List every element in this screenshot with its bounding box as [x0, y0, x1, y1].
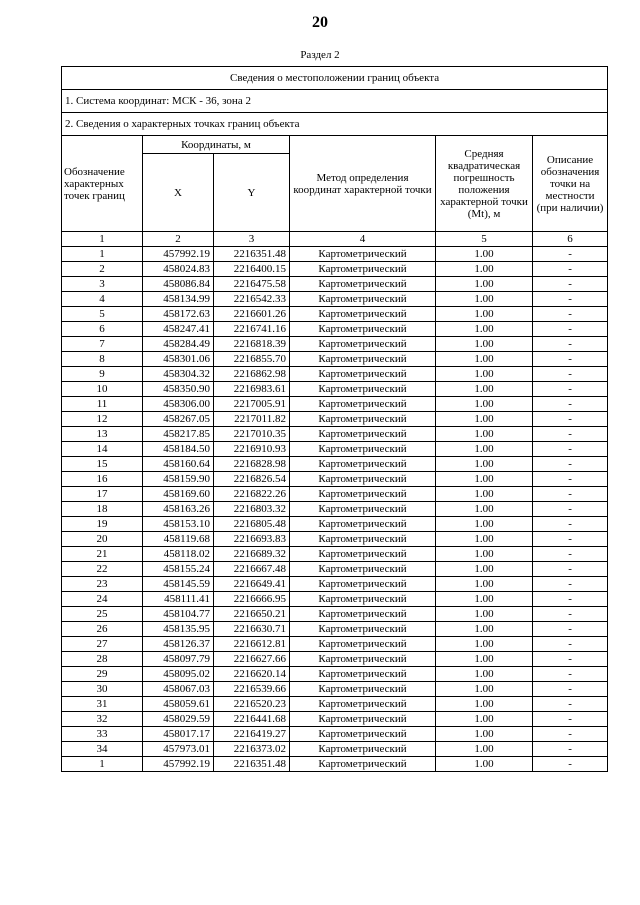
- coord-y: 2216910.93: [214, 442, 290, 457]
- coord-y: 2216539.66: [214, 682, 290, 697]
- col-number: 3: [214, 232, 290, 247]
- coord-y: 2216620.14: [214, 667, 290, 682]
- accuracy: 1.00: [436, 712, 533, 727]
- description: -: [533, 292, 608, 307]
- coord-y: 2216419.27: [214, 727, 290, 742]
- coord-y: 2216803.32: [214, 502, 290, 517]
- accuracy: 1.00: [436, 307, 533, 322]
- method: Картометрический: [290, 637, 436, 652]
- point-number: 4: [62, 292, 143, 307]
- method: Картометрический: [290, 562, 436, 577]
- method: Картометрический: [290, 247, 436, 262]
- table-row: [62, 637, 608, 652]
- coord-y: 2216822.26: [214, 487, 290, 502]
- header-designation: Обозначение характерных точек границ: [62, 136, 143, 232]
- description: -: [533, 667, 608, 682]
- coord-x: 458184.50: [143, 442, 214, 457]
- accuracy: 1.00: [436, 652, 533, 667]
- point-number: 7: [62, 337, 143, 352]
- coord-x: 458017.17: [143, 727, 214, 742]
- table-row: [62, 742, 608, 757]
- header-y: Y: [214, 154, 290, 232]
- method: Картометрический: [290, 592, 436, 607]
- method: Картометрический: [290, 712, 436, 727]
- description: -: [533, 502, 608, 517]
- description: -: [533, 682, 608, 697]
- accuracy: 1.00: [436, 457, 533, 472]
- table-row: [62, 727, 608, 742]
- coord-y: 2216983.61: [214, 382, 290, 397]
- coord-x: 458111.41: [143, 592, 214, 607]
- coord-y: 2216741.16: [214, 322, 290, 337]
- coord-x: 458155.24: [143, 562, 214, 577]
- description: -: [533, 637, 608, 652]
- point-number: 29: [62, 667, 143, 682]
- table-row: [62, 427, 608, 442]
- method: Картометрический: [290, 457, 436, 472]
- method: Картометрический: [290, 397, 436, 412]
- point-number: 32: [62, 712, 143, 727]
- point-number: 21: [62, 547, 143, 562]
- coord-x: 458059.61: [143, 697, 214, 712]
- coord-y: 2216667.48: [214, 562, 290, 577]
- method: Картометрический: [290, 622, 436, 637]
- accuracy: 1.00: [436, 367, 533, 382]
- coord-y: 2216855.70: [214, 352, 290, 367]
- accuracy: 1.00: [436, 442, 533, 457]
- description: -: [533, 472, 608, 487]
- description: -: [533, 412, 608, 427]
- accuracy: 1.00: [436, 352, 533, 367]
- point-number: 15: [62, 457, 143, 472]
- coord-y: 2216649.41: [214, 577, 290, 592]
- table-row: [62, 757, 608, 772]
- description: -: [533, 487, 608, 502]
- table-row: [62, 442, 608, 457]
- coord-y: 2216475.58: [214, 277, 290, 292]
- coord-y: 2216826.54: [214, 472, 290, 487]
- table-row: [62, 247, 608, 262]
- description: -: [533, 562, 608, 577]
- method: Картометрический: [290, 277, 436, 292]
- point-number: 14: [62, 442, 143, 457]
- coord-x: 458306.00: [143, 397, 214, 412]
- accuracy: 1.00: [436, 487, 533, 502]
- table-row: [62, 292, 608, 307]
- coord-y: 2216441.68: [214, 712, 290, 727]
- point-number: 6: [62, 322, 143, 337]
- coord-x: 458104.77: [143, 607, 214, 622]
- col-number: 4: [290, 232, 436, 247]
- coord-x: 457992.19: [143, 757, 214, 772]
- coord-x: 458134.99: [143, 292, 214, 307]
- description: -: [533, 457, 608, 472]
- table-row: [62, 397, 608, 412]
- coord-x: 458217.85: [143, 427, 214, 442]
- accuracy: 1.00: [436, 337, 533, 352]
- accuracy: 1.00: [436, 532, 533, 547]
- header-description: Описание обозначения точки на местности (при наличии): [533, 136, 608, 232]
- point-number: 3: [62, 277, 143, 292]
- table-row: [62, 337, 608, 352]
- coord-x: 458172.63: [143, 307, 214, 322]
- accuracy: 1.00: [436, 502, 533, 517]
- point-number: 10: [62, 382, 143, 397]
- coord-x: 458135.95: [143, 622, 214, 637]
- description: -: [533, 337, 608, 352]
- table-row: [62, 487, 608, 502]
- description: -: [533, 442, 608, 457]
- coord-x: 458095.02: [143, 667, 214, 682]
- description: -: [533, 427, 608, 442]
- point-number: 12: [62, 412, 143, 427]
- coord-x: 458247.41: [143, 322, 214, 337]
- coord-y: 2217011.82: [214, 412, 290, 427]
- method: Картометрический: [290, 577, 436, 592]
- accuracy: 1.00: [436, 757, 533, 772]
- table-title: Сведения о местоположении границ объекта: [62, 67, 608, 90]
- coord-x: 458126.37: [143, 637, 214, 652]
- coord-x: 458159.90: [143, 472, 214, 487]
- coord-x: 457992.19: [143, 247, 214, 262]
- col-number: 1: [62, 232, 143, 247]
- coord-x: 458097.79: [143, 652, 214, 667]
- table-row: [62, 502, 608, 517]
- coord-y: 2216689.32: [214, 547, 290, 562]
- table-row: [62, 322, 608, 337]
- table-row: [62, 412, 608, 427]
- coord-y: 2216542.33: [214, 292, 290, 307]
- accuracy: 1.00: [436, 727, 533, 742]
- coord-x: 458301.06: [143, 352, 214, 367]
- accuracy: 1.00: [436, 292, 533, 307]
- point-number: 31: [62, 697, 143, 712]
- description: -: [533, 622, 608, 637]
- coord-system: 1. Система координат: МСК - 36, зона 2: [62, 90, 608, 113]
- description: -: [533, 577, 608, 592]
- accuracy: 1.00: [436, 472, 533, 487]
- method: Картометрический: [290, 337, 436, 352]
- coord-x: 458024.83: [143, 262, 214, 277]
- description: -: [533, 652, 608, 667]
- method: Картометрический: [290, 682, 436, 697]
- point-number: 27: [62, 637, 143, 652]
- method: Картометрический: [290, 742, 436, 757]
- accuracy: 1.00: [436, 262, 533, 277]
- description: -: [533, 532, 608, 547]
- accuracy: 1.00: [436, 637, 533, 652]
- coord-y: 2216627.66: [214, 652, 290, 667]
- method: Картометрический: [290, 442, 436, 457]
- accuracy: 1.00: [436, 697, 533, 712]
- accuracy: 1.00: [436, 562, 533, 577]
- description: -: [533, 352, 608, 367]
- point-number: 30: [62, 682, 143, 697]
- method: Картометрический: [290, 472, 436, 487]
- description: -: [533, 322, 608, 337]
- method: Картометрический: [290, 322, 436, 337]
- coord-x: 458284.49: [143, 337, 214, 352]
- accuracy: 1.00: [436, 247, 533, 262]
- coord-y: 2217010.35: [214, 427, 290, 442]
- method: Картометрический: [290, 532, 436, 547]
- header-accuracy: Средняя квадратическая погрешность положения характерной точки (Mt), м: [436, 136, 533, 232]
- coord-y: 2216805.48: [214, 517, 290, 532]
- method: Картометрический: [290, 517, 436, 532]
- description: -: [533, 247, 608, 262]
- method: Картометрический: [290, 667, 436, 682]
- col-number: 5: [436, 232, 533, 247]
- table-row: [62, 457, 608, 472]
- coord-x: 458029.59: [143, 712, 214, 727]
- header-coordinates: Координаты, м: [143, 136, 290, 154]
- accuracy: 1.00: [436, 322, 533, 337]
- coord-x: 458169.60: [143, 487, 214, 502]
- coord-x: 458145.59: [143, 577, 214, 592]
- point-number: 20: [62, 532, 143, 547]
- point-number: 9: [62, 367, 143, 382]
- description: -: [533, 307, 608, 322]
- coord-y: 2216520.23: [214, 697, 290, 712]
- description: -: [533, 262, 608, 277]
- page-number: 20: [312, 14, 328, 31]
- point-number: 28: [62, 652, 143, 667]
- table-row: [62, 622, 608, 637]
- point-number: 25: [62, 607, 143, 622]
- coord-x: 457973.01: [143, 742, 214, 757]
- accuracy: 1.00: [436, 547, 533, 562]
- description: -: [533, 712, 608, 727]
- description: -: [533, 277, 608, 292]
- column-numbers: [62, 232, 608, 247]
- coord-y: 2216818.39: [214, 337, 290, 352]
- table-row: [62, 277, 608, 292]
- accuracy: 1.00: [436, 592, 533, 607]
- point-number: 2: [62, 262, 143, 277]
- accuracy: 1.00: [436, 277, 533, 292]
- coord-y: 2216630.71: [214, 622, 290, 637]
- table-row: [62, 532, 608, 547]
- method: Картометрический: [290, 757, 436, 772]
- col-number: 2: [143, 232, 214, 247]
- table-row: [62, 592, 608, 607]
- coord-x: 458153.10: [143, 517, 214, 532]
- table-row: [62, 607, 608, 622]
- method: Картометрический: [290, 352, 436, 367]
- method: Картометрический: [290, 412, 436, 427]
- accuracy: 1.00: [436, 382, 533, 397]
- description: -: [533, 757, 608, 772]
- table-row: [62, 262, 608, 277]
- coord-y: 2216693.83: [214, 532, 290, 547]
- point-number: 18: [62, 502, 143, 517]
- method: Картометрический: [290, 367, 436, 382]
- description: -: [533, 697, 608, 712]
- table-row: [62, 562, 608, 577]
- point-number: 1: [62, 757, 143, 772]
- method: Картометрический: [290, 307, 436, 322]
- method: Картометрический: [290, 652, 436, 667]
- coord-y: 2216650.21: [214, 607, 290, 622]
- table-row: [62, 667, 608, 682]
- coord-y: 2216373.02: [214, 742, 290, 757]
- boundary-table: [61, 66, 608, 772]
- table-row: [62, 517, 608, 532]
- coord-x: 458119.68: [143, 532, 214, 547]
- table-row: [62, 352, 608, 367]
- method: Картометрический: [290, 427, 436, 442]
- coord-x: 458163.26: [143, 502, 214, 517]
- table-row: [62, 367, 608, 382]
- table-row: [62, 472, 608, 487]
- table-row: [62, 682, 608, 697]
- method: Картометрический: [290, 697, 436, 712]
- coord-y: 2216351.48: [214, 247, 290, 262]
- method: Картометрический: [290, 502, 436, 517]
- description: -: [533, 367, 608, 382]
- point-number: 17: [62, 487, 143, 502]
- accuracy: 1.00: [436, 742, 533, 757]
- point-number: 1: [62, 247, 143, 262]
- point-number: 13: [62, 427, 143, 442]
- points-title: 2. Сведения о характерных точках границ объекта: [62, 113, 608, 136]
- point-number: 33: [62, 727, 143, 742]
- method: Картометрический: [290, 262, 436, 277]
- section-label: Раздел 2: [300, 49, 340, 61]
- point-number: 5: [62, 307, 143, 322]
- col-number: 6: [533, 232, 608, 247]
- accuracy: 1.00: [436, 517, 533, 532]
- table-row: [62, 697, 608, 712]
- description: -: [533, 397, 608, 412]
- description: -: [533, 517, 608, 532]
- coord-y: 2216601.26: [214, 307, 290, 322]
- header-x: X: [143, 154, 214, 232]
- point-number: 16: [62, 472, 143, 487]
- description: -: [533, 727, 608, 742]
- accuracy: 1.00: [436, 427, 533, 442]
- accuracy: 1.00: [436, 397, 533, 412]
- coord-x: 458304.32: [143, 367, 214, 382]
- point-number: 26: [62, 622, 143, 637]
- method: Картометрический: [290, 727, 436, 742]
- coord-x: 458067.03: [143, 682, 214, 697]
- accuracy: 1.00: [436, 412, 533, 427]
- method: Картометрический: [290, 292, 436, 307]
- point-number: 19: [62, 517, 143, 532]
- coord-x: 458160.64: [143, 457, 214, 472]
- table-row: [62, 382, 608, 397]
- method: Картометрический: [290, 607, 436, 622]
- coord-y: 2216612.81: [214, 637, 290, 652]
- coord-y: 2216862.98: [214, 367, 290, 382]
- method: Картометрический: [290, 547, 436, 562]
- table-row: [62, 652, 608, 667]
- table-row: [62, 712, 608, 727]
- description: -: [533, 607, 608, 622]
- header-method: Метод определения координат характерной точки: [290, 136, 436, 232]
- coord-y: 2216351.48: [214, 757, 290, 772]
- coord-y: 2216828.98: [214, 457, 290, 472]
- method: Картометрический: [290, 487, 436, 502]
- table-row: [62, 307, 608, 322]
- method: Картометрический: [290, 382, 436, 397]
- accuracy: 1.00: [436, 607, 533, 622]
- description: -: [533, 382, 608, 397]
- coord-x: 458086.84: [143, 277, 214, 292]
- point-number: 8: [62, 352, 143, 367]
- coord-x: 458350.90: [143, 382, 214, 397]
- coord-y: 2217005.91: [214, 397, 290, 412]
- accuracy: 1.00: [436, 577, 533, 592]
- accuracy: 1.00: [436, 622, 533, 637]
- description: -: [533, 742, 608, 757]
- coord-y: 2216400.15: [214, 262, 290, 277]
- coord-x: 458118.02: [143, 547, 214, 562]
- point-number: 22: [62, 562, 143, 577]
- accuracy: 1.00: [436, 682, 533, 697]
- coord-y: 2216666.95: [214, 592, 290, 607]
- point-number: 24: [62, 592, 143, 607]
- description: -: [533, 592, 608, 607]
- table-row: [62, 547, 608, 562]
- point-number: 23: [62, 577, 143, 592]
- coord-x: 458267.05: [143, 412, 214, 427]
- table-row: [62, 577, 608, 592]
- description: -: [533, 547, 608, 562]
- accuracy: 1.00: [436, 667, 533, 682]
- point-number: 34: [62, 742, 143, 757]
- point-number: 11: [62, 397, 143, 412]
